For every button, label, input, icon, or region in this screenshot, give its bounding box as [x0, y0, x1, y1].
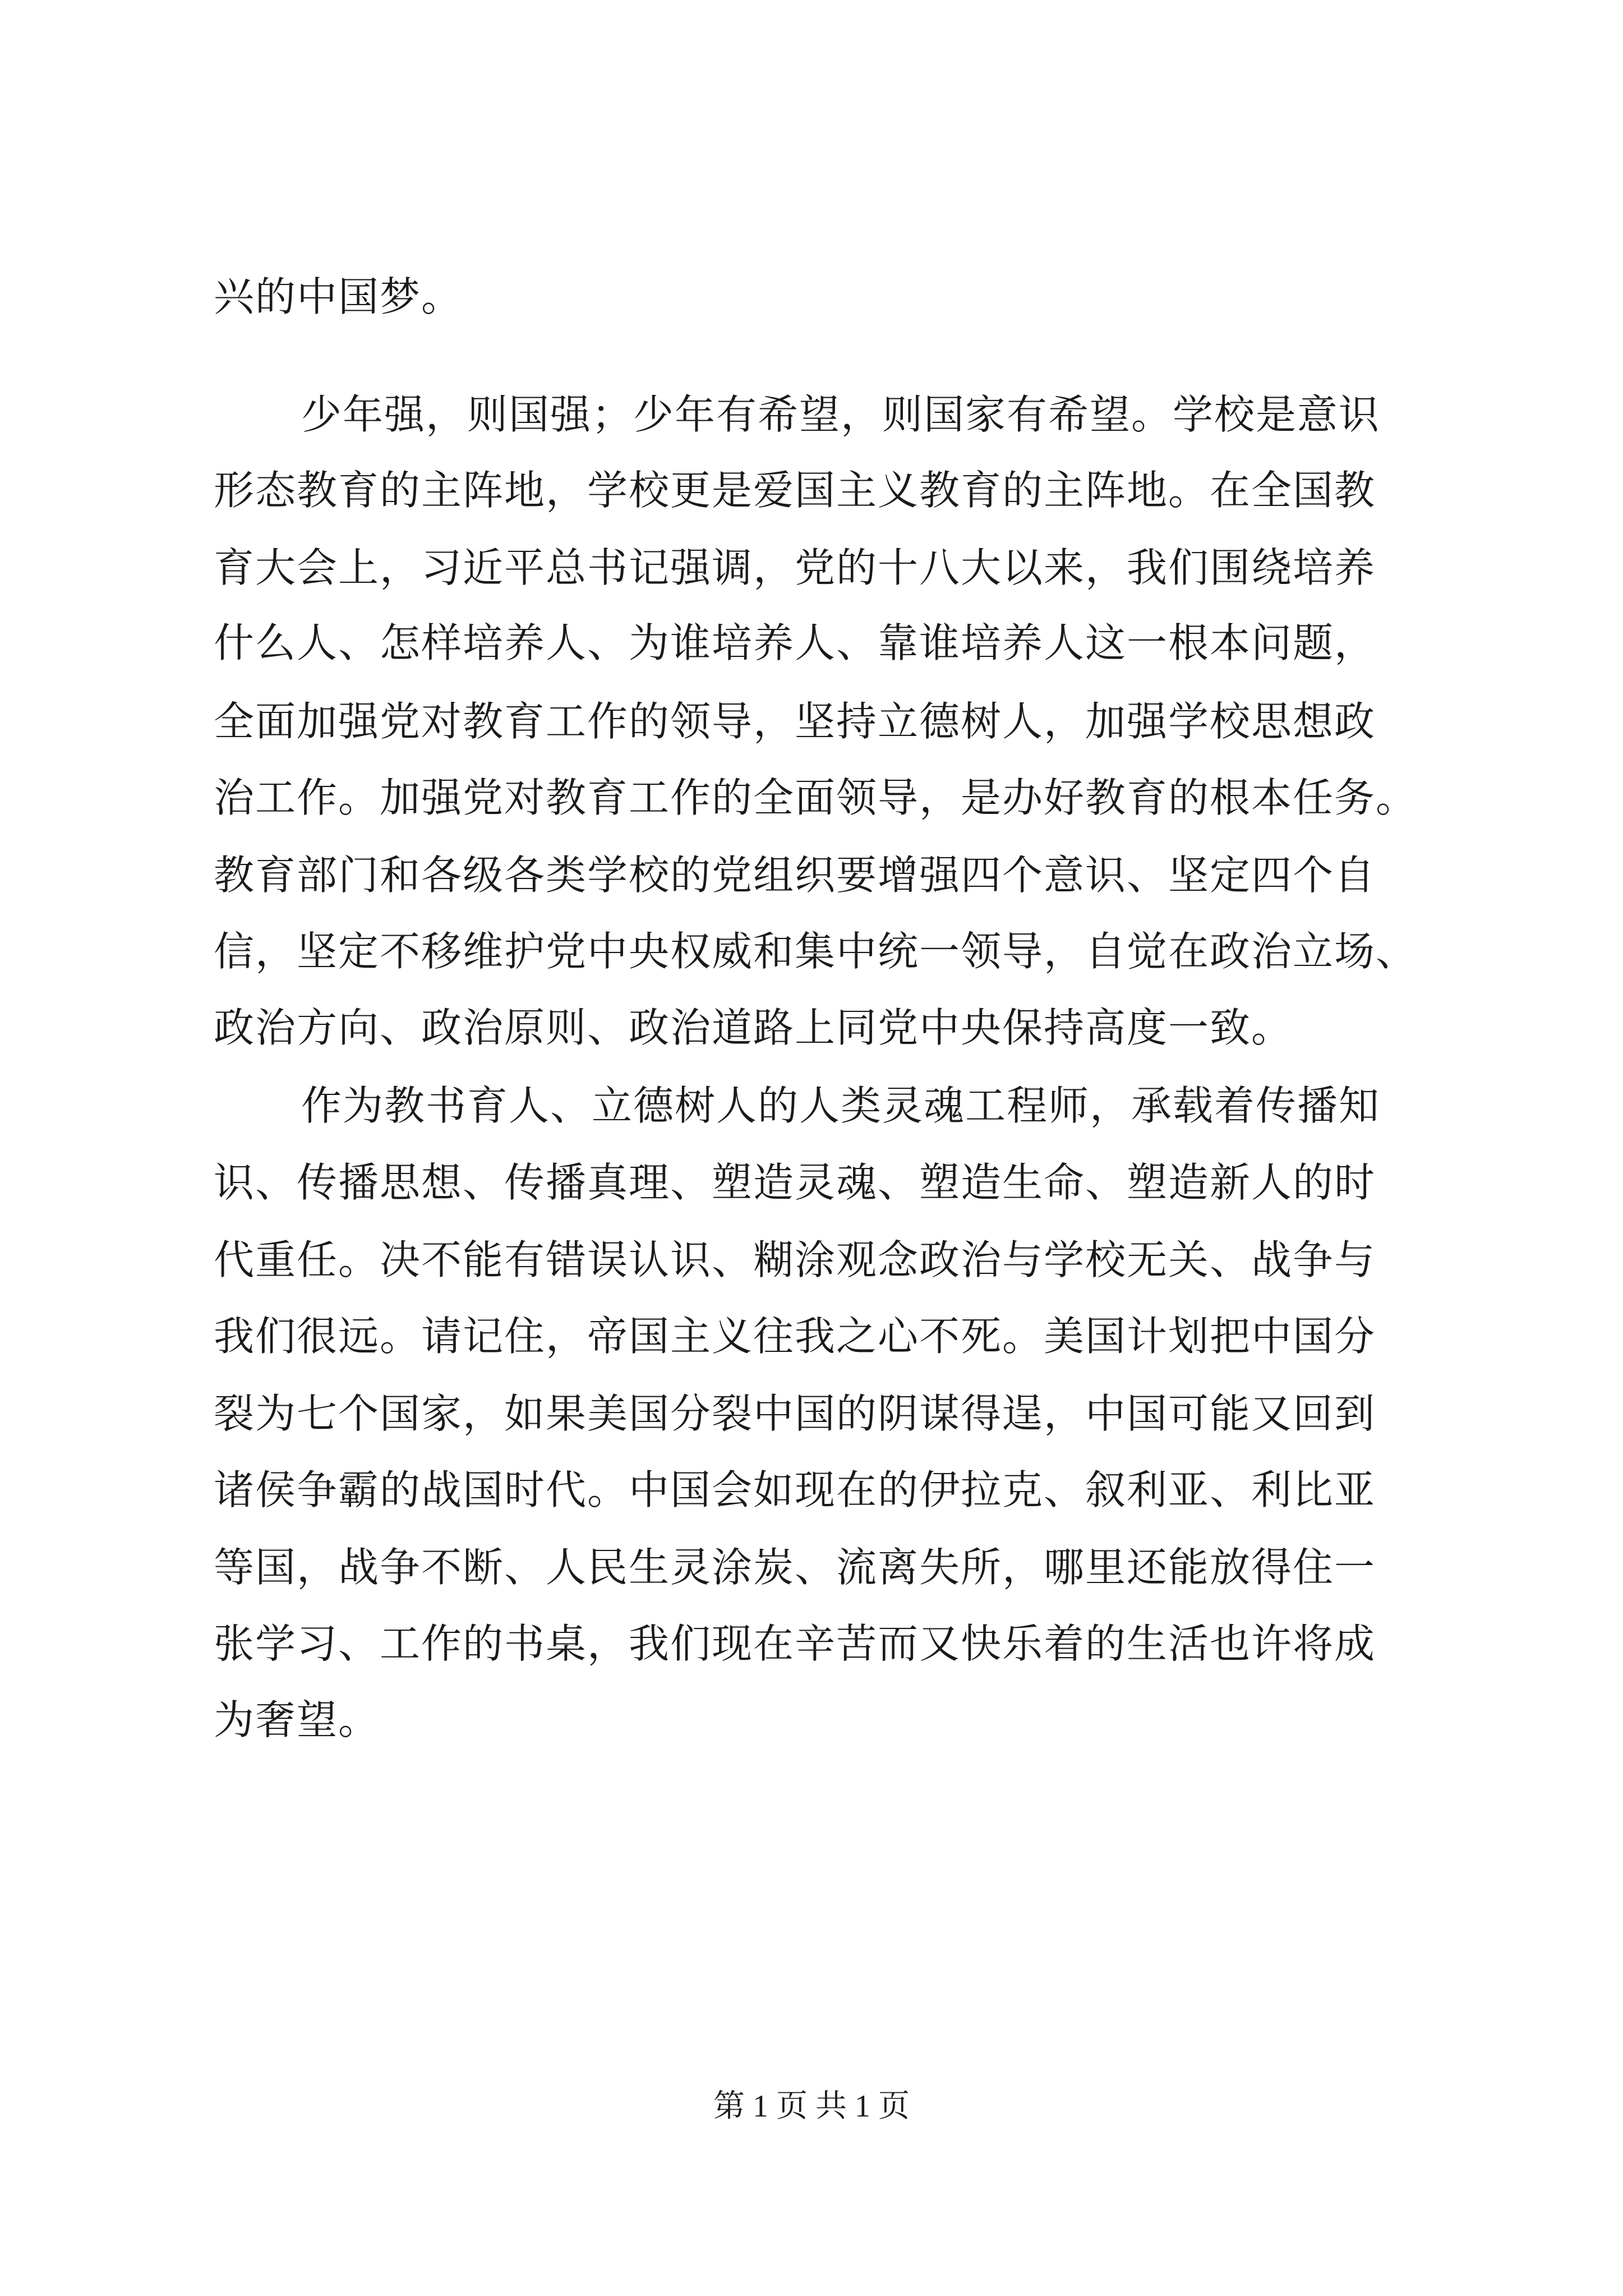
paragraph-2-line-7: 教育部门和各级各类学校的党组织要增强四个意识、坚定四个自	[214, 852, 1376, 899]
paragraph-3-line-6: 诸侯争霸的战国时代。中国会如现在的伊拉克、叙利亚、利比亚	[214, 1466, 1376, 1513]
paragraph-2-line-2: 形态教育的主阵地，学校更是爱国主义教育的主阵地。在全国教	[214, 467, 1376, 514]
paragraph-2-line-9: 政治方向、政治原则、政治道路上同党中央保持高度一致。	[214, 1004, 1293, 1051]
paragraph-2-line-4: 什么人、怎样培养人、为谁培养人、靠谁培养人这一根本问题，	[214, 619, 1376, 666]
paragraph-3-line-3: 代重任。决不能有错误认识、糊涂观念政治与学校无关、战争与	[214, 1236, 1376, 1283]
paragraph-3-line-5: 裂为七个国家，如果美国分裂中国的阴谋得逞，中国可能又回到	[214, 1390, 1376, 1437]
paragraph-3-line-2: 识、传播思想、传播真理、塑造灵魂、塑造生命、塑造新人的时	[214, 1159, 1376, 1206]
paragraph-3-line-7: 等国，战争不断、人民生灵涂炭、流离失所，哪里还能放得住一	[214, 1544, 1376, 1591]
paragraph-2-line-5: 全面加强党对教育工作的领导，坚持立德树人，加强学校思想政	[214, 698, 1376, 745]
paragraph-3-line-4: 我们很远。请记住，帝国主义往我之心不死。美国计划把中国分	[214, 1313, 1376, 1360]
paragraph-2-line-8: 信，坚定不移维护党中央权威和集中统一领导，自觉在政治立场、	[214, 928, 1418, 975]
paragraph-3-line-1: 作为教书育人、立德树人的人类灵魂工程师，承载着传播知	[301, 1082, 1381, 1129]
text-line-1: 兴的中国梦。	[214, 273, 463, 320]
paragraph-2-line-6: 治工作。加强党对教育工作的全面领导，是办好教育的根本任务。	[214, 774, 1418, 821]
paragraph-3-line-9: 为奢望。	[214, 1696, 380, 1743]
paragraph-2-line-3: 育大会上，习近平总书记强调，党的十八大以来，我们围绕培养	[214, 544, 1376, 591]
paragraph-3-line-8: 张学习、工作的书桌，我们现在辛苦而又快乐着的生活也许将成	[214, 1620, 1376, 1667]
paragraph-2-line-1: 少年强，则国强；少年有希望，则国家有希望。学校是意识	[301, 391, 1381, 438]
page-number-footer: 第 1 页 共 1 页	[713, 2089, 910, 2124]
